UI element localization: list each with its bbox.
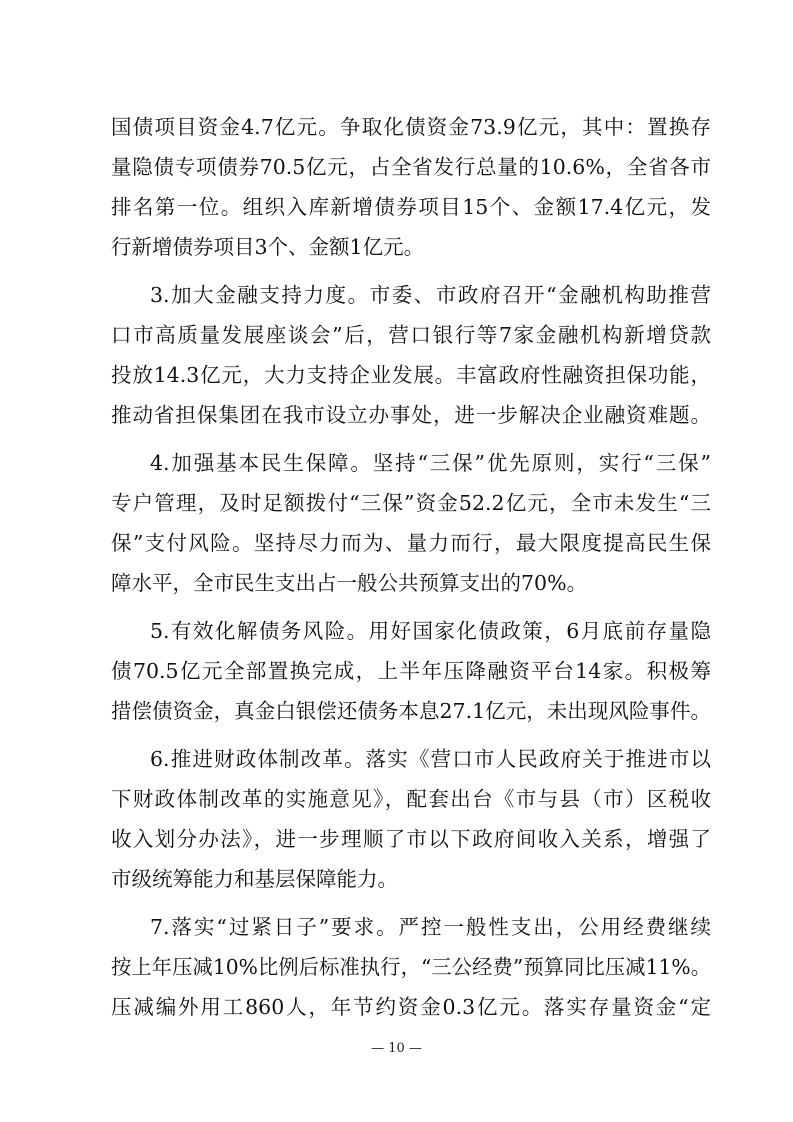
paragraph [111,611,711,731]
text-line: 5.有效化解债务风险。用好国家化债政策，6月底前存量隐 [150,619,711,643]
text-line: 量隐债专项债券70.5亿元，占全省发行总量的10.6%，全省各市 [111,155,711,179]
text-line: 投放14.3亿元，大力支持企业发展。丰富政府性融资担保功能， [111,363,711,387]
text-line: 6.推进财政体制改革。落实《营口市人民政府关于推进市以 [150,747,711,771]
page-number: — 10 — [371,1041,422,1056]
text-line: 收入划分办法》，进一步理顺了市以下政府间收入关系，增强了 [111,827,711,851]
text-line: 保”支付风险。坚持尽力而为、量力而行，最大限度提高民生保 [111,531,711,555]
text-line: 行新增债券项目3个、金额1亿元。 [111,235,425,259]
text-line: 3.加大金融支持力度。市委、市政府召开“金融机构助推营 [150,283,711,307]
paragraph [111,739,711,899]
text-line: 排名第一位。组织入库新增债券项目15个、金额17.4亿元，发 [111,195,711,219]
text-line: 债70.5亿元全部置换完成，上半年压降融资平台14家。积极筹 [111,659,711,683]
text-line: 推动省担保集团在我市设立办事处，进一步解决企业融资难题。 [111,403,711,427]
paragraph [111,275,711,435]
document-body [111,107,711,1027]
paragraph [111,907,711,1027]
text-line: 压减编外用工860人，年节约资金0.3亿元。落实存量资金“定 [111,995,711,1019]
text-line: 专户管理，及时足额拨付“三保”资金52.2亿元，全市未发生“三 [111,491,711,515]
text-line: 4.加强基本民生保障。坚持“三保”优先原则，实行“三保” [150,451,711,475]
text-line: 措偿债资金，真金白银偿还债务本息27.1亿元，未出现风险事件。 [111,699,711,723]
text-line: 国债项目资金4.7亿元。争取化债资金73.9亿元，其中：置换存 [111,115,711,139]
text-line: 按上年压减10%比例后标准执行，“三公经费”预算同比压减11%。 [111,955,711,979]
text-line: 口市高质量发展座谈会”后，营口银行等7家金融机构新增贷款 [111,323,711,347]
text-line: 市级统筹能力和基层保障能力。 [111,867,398,891]
paragraph [111,107,711,267]
text-line: 障水平，全市民生支出占一般公共预算支出的70%。 [111,571,588,595]
paragraph [111,443,711,603]
text-line: 7.落实“过紧日子”要求。严控一般性支出，公用经费继续 [150,915,711,939]
text-line: 下财政体制改革的实施意见》，配套出台《市与县（市）区税收 [111,787,711,811]
